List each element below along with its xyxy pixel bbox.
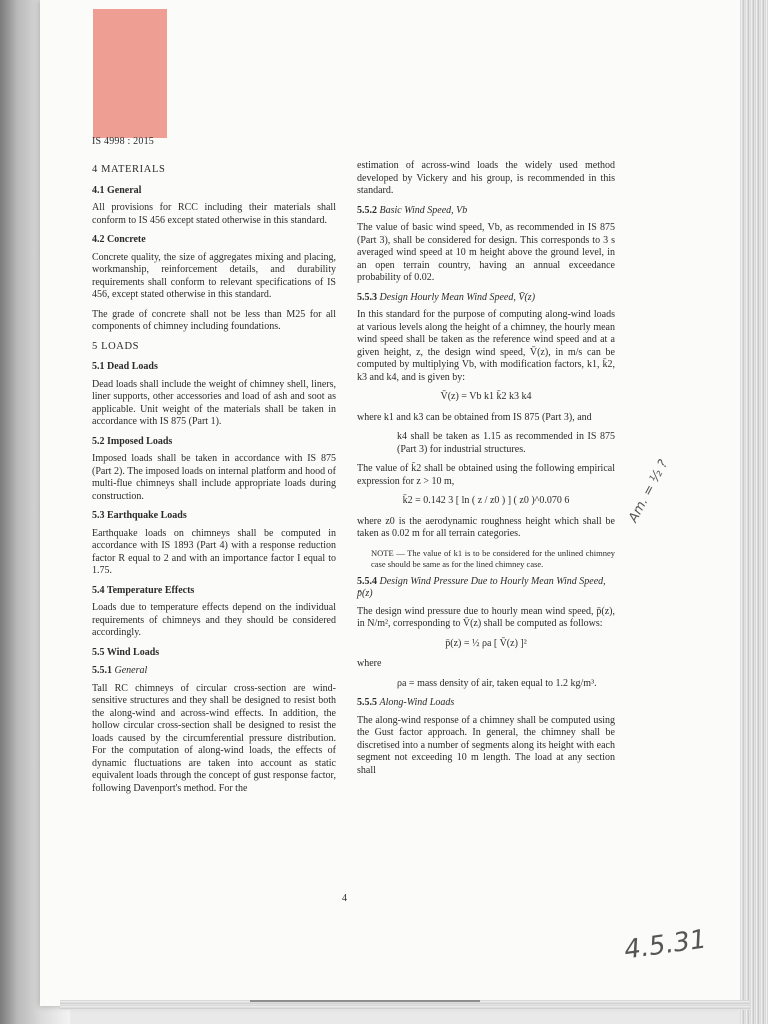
binding-mark: [250, 1000, 480, 1002]
paragraph: estimation of across-wind loads the widely used method developed by Vickery and his group, is recommended in this standard.: [357, 160, 615, 196]
note: NOTE — The value of k1 is to be considered for the unlined chimney case should be same as for the lined chimney case.: [371, 547, 615, 569]
paragraph: In this standard for the purpose of computing along-wind loads at various levels along the height of a chimney, the hourly mean wind speed shall be taken as the reference wind speed and at a given height, z, the design wind speed, V̄(z), in m/s can be computed by multiplying Vb, with modification factors, k1, k̄2, k3 and k4, and is given by:: [357, 309, 615, 383]
clause-number: 5.5.2: [357, 204, 377, 216]
clause-title: Along-Wind Loads: [379, 697, 455, 708]
paragraph: The grade of concrete shall not be less than M25 for all components of chimney including foundations.: [92, 308, 336, 332]
clause-heading: [92, 665, 336, 678]
handwritten-margin-note: Am. = ½ ?: [626, 457, 672, 526]
paragraph: Concrete quality, the size of aggregates mixing and placing, workmanship, reinforcement details, and durability requirements shall conform to relevant specifications of IS 456, except stated otherwise in this standard.: [92, 251, 336, 300]
clause-number: 5.5.4: [357, 575, 377, 587]
paragraph: The value of k̄2 shall be obtained using the following empirical expression for z > 10 m,: [357, 463, 615, 487]
standard-header: IS 4998 : 2015: [92, 136, 154, 147]
paragraph: Tall RC chimneys of circular cross-section are wind-sensitive structures and they shall be designed to resist both the along-wind and across-wind effects. In addition, the hollow circular cross-section shall be designed to resist the loads caused by the circumferential pressure distribution. For the computation of along-wind loads, the effects of dynamic fluctuations are taken into account as static equivalent loads through the concept of gust response factor, following Davenport's method. For the: [92, 682, 336, 794]
paragraph: where z0 is the aerodynamic roughness height which shall be taken as 0.02 m for all terrain categories.: [357, 515, 615, 539]
clause-heading: [357, 205, 615, 218]
paragraph: where k1 and k3 can be obtained from IS 875 (Part 3), and: [357, 411, 592, 423]
clause-number: 5.5.3: [357, 291, 377, 303]
handwritten-page-note: 4.5.31: [622, 924, 709, 966]
subsection-heading: 5.2 Imposed Loads: [92, 435, 173, 447]
page-number: 4: [342, 893, 347, 904]
equation: V̄(z) = Vb k1 k̄2 k3 k4: [440, 391, 532, 402]
sticky-tab: [93, 9, 167, 138]
subsection-heading: 4.2 Concrete: [92, 234, 146, 245]
clause-heading: [357, 576, 615, 601]
clause-title: Basic Wind Speed, Vb: [379, 204, 468, 216]
section-heading: 4 MATERIALS: [92, 164, 166, 175]
clause-heading: [357, 697, 615, 710]
paragraph: Loads due to temperature effects depend on the individual requirements of chimneys and they should be considered accordingly.: [92, 602, 336, 638]
subsection-heading: 5.1 Dead Loads: [92, 361, 158, 372]
subsection-heading: 5.3 Earthquake Loads: [92, 510, 187, 521]
page-stack-edge: [740, 0, 768, 1024]
paragraph: Imposed loads shall be taken in accordance with IS 875 (Part 2). The imposed loads on internal platform and hood of multi-flue chimneys shall include appropriate loads during construction.: [92, 453, 336, 502]
paragraph: k4 shall be taken as 1.15 as recommended in IS 875 (Part 3) for industrial structures.: [397, 431, 615, 455]
paragraph: All provisions for RCC including their materials shall conform to IS 456 except stated otherwise in this standard.: [92, 202, 336, 226]
paragraph: The along-wind response of a chimney shall be computed using the Gust factor approach. In general, the chimney shall be discretised into a number of segments along its height with each segment not exceeding 10 m length. The load at any section shall: [357, 714, 615, 776]
equation: p̄(z) = ½ ρa [ V̄(z) ]²: [445, 637, 527, 649]
paragraph: The value of basic wind speed, Vb, as recommended in IS 875 (Part 3), shall be considered for design. This corresponds to 3 s averaged wind speed at 10 m height above the ground level, in an open terrain country, having an annual exceedance probability of 0.02.: [357, 222, 615, 283]
subsection-heading: 5.5 Wind Loads: [92, 646, 160, 658]
subsection-heading: 5.4 Temperature Effects: [92, 584, 195, 596]
paragraph: where: [357, 658, 382, 669]
left-column: [92, 160, 336, 802]
paragraph: The design wind pressure due to hourly mean wind speed, p̄(z), in N/m², corresponding to V̄(z) shall be computed as follows:: [357, 605, 615, 629]
right-column: [357, 160, 615, 784]
equation: k̄2 = 0.142 3 [ ln ( z / z0 ) ] ( z0 )^0.070 6: [402, 495, 570, 506]
paragraph: Earthquake loads on chimneys shall be computed in accordance with IS 1893 (Part 4) with a response reduction factor R equal to 2 and with an importance factor I equal to 1.75.: [92, 527, 336, 576]
clause-number: 5.5.5: [357, 697, 377, 708]
clause-heading: [357, 292, 615, 305]
clause-title: Design Wind Pressure Due to Hourly Mean Wind Speed, p̄(z): [357, 575, 606, 599]
clause-number: 5.5.1: [92, 665, 112, 676]
clause-title: General: [114, 665, 148, 676]
paragraph: ρa = mass density of air, taken equal to 1.2 kg/m³.: [397, 677, 597, 689]
section-heading: 5 LOADS: [92, 340, 140, 352]
paragraph: Dead loads shall include the weight of chimney shell, liners, liner supports, other accessories and load of ash and soot as applicable. Unit weight of the materials shall be taken in accordance with IS 875 (Part 1).: [92, 378, 336, 427]
clause-title: Design Hourly Mean Wind Speed, V̄(z): [379, 291, 536, 303]
subsection-heading: 4.1 General: [92, 184, 142, 196]
